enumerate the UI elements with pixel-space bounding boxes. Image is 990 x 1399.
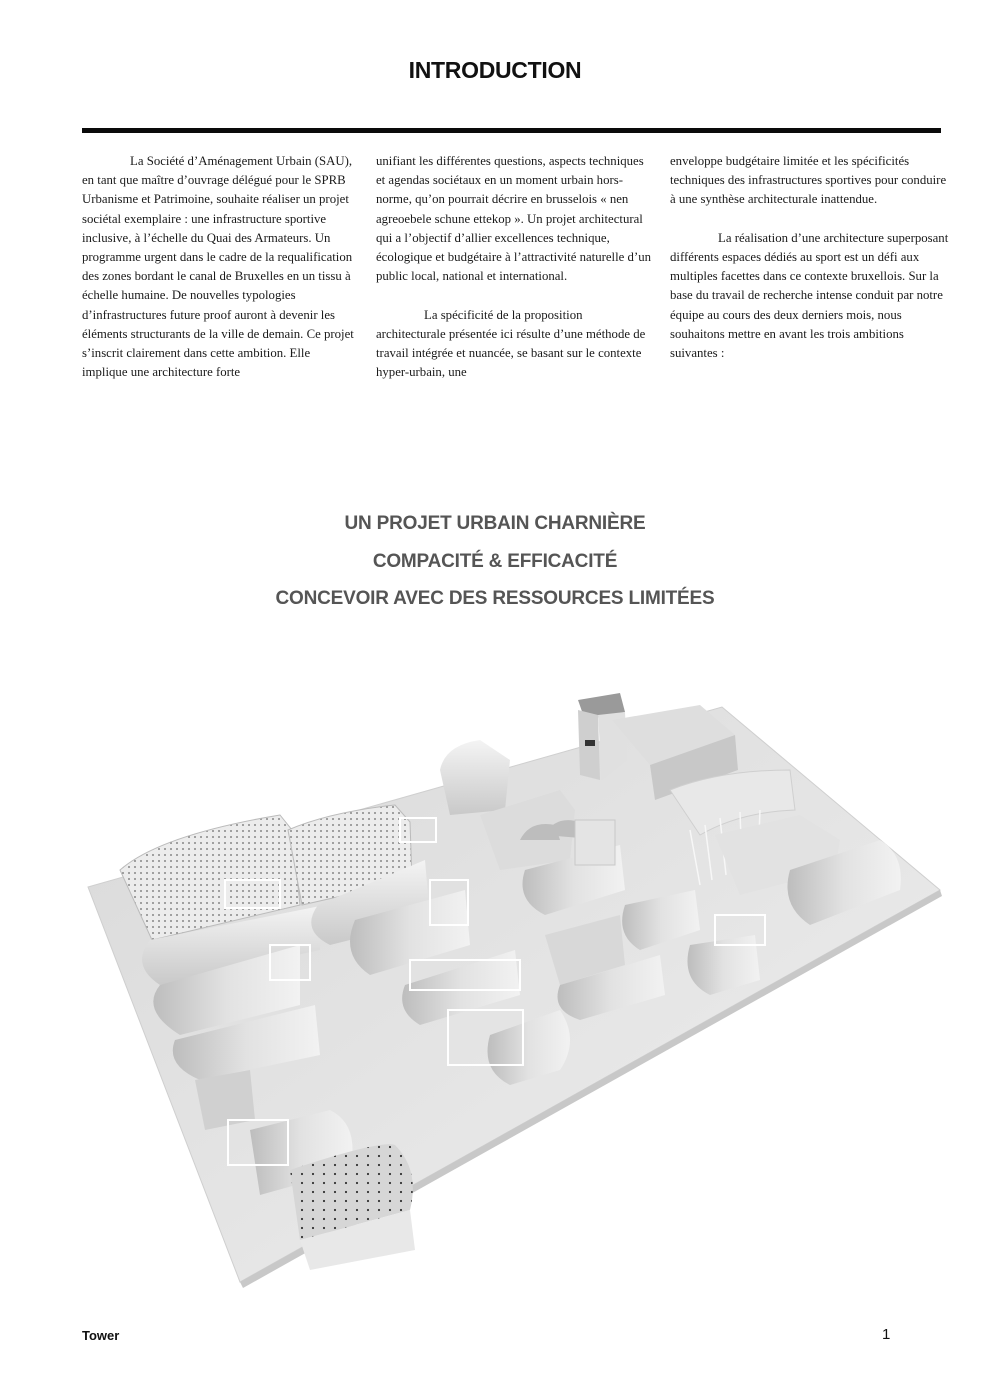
paragraph: La spécificité de la proposition architecturale présentée ici résulte d’une méthode de travail intégrée et nuancée, se basant sur le contexte hyper-urbain, une — [376, 307, 646, 380]
ambition-item: UN PROJET URBAIN CHARNIÈRE — [344, 513, 646, 534]
architectural-model-photo — [0, 680, 990, 1300]
paragraph: La Société d’Aménagement Urbain (SAU), en tant que maître d’ouvrage délégué pour le SPRB Urbanisme et Patrimoine, souhaite réaliser un projet sociétal exemplaire : une infrastructure sportive inclusive, à l’échelle du Quai des Armateurs. Un programme urgent dans le cadre de la requalification des zones bordant le canal de Bruxelles en un tissu à échelle humaine. De nouvelles typologies d’infrastructures future proof auront à devenir les éléments structurants de la ville de demain. Ce projet s’inscrit clairement dans cette ambition. Elle implique une architecture forte — [82, 154, 354, 380]
page-title: INTRODUCTION — [408, 57, 582, 84]
ambition-item: CONCEVOIR AVEC DES RESSOURCES LIMITÉES — [275, 588, 715, 609]
text-column-2 — [376, 152, 651, 382]
header-rule — [82, 128, 941, 133]
ambitions-list — [0, 510, 990, 623]
footer-project-name: Tower — [82, 1328, 120, 1343]
paragraph: La réalisation d’une architecture superposant différents espaces dédiés au sport est un défi aux multiples facettes dans ce contexte bruxellois. Sur la base du travail de recherche intense conduit par notre équipe au cours des deux derniers mois, nous souhaitons mettre en avant les trois ambitions suivantes : — [670, 230, 949, 361]
page-number: 1 — [882, 1326, 891, 1343]
text-column-3 — [670, 152, 950, 363]
ambition-item: COMPACITÉ & EFFICACITÉ — [372, 550, 618, 572]
paragraph: unifiant les différentes questions, aspects techniques et agendas sociétaux en un moment urbain hors-norme, qu’on pourrait décrire en brusselois « nen agreoebele schune ettekop ». Un projet architectural qui a l’objectif d’allier excellences technique, écologique et budgétaire à l’attractivité naturelle d’un public local, national et international. — [376, 154, 652, 284]
text-column-1 — [82, 152, 357, 382]
paragraph: enveloppe budgétaire limitée et les spécificités techniques des infrastructures sportives pour conduire à une synthèse architecturale inattendue. — [670, 154, 947, 207]
